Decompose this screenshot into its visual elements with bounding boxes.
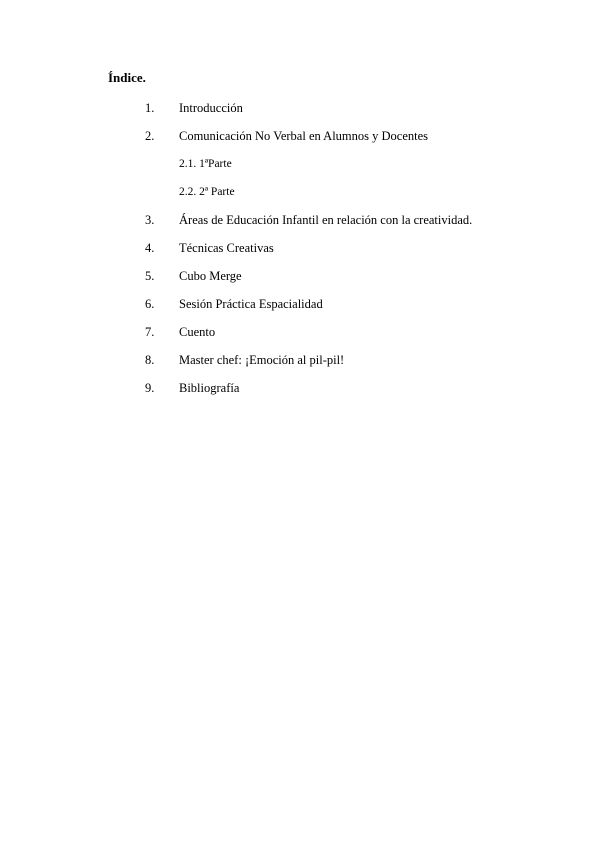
toc-entry-number: 1. <box>145 101 155 115</box>
toc-subentry-title: 2ª Parte <box>199 186 235 198</box>
index-heading: Índice. <box>108 70 146 85</box>
toc-entry-title: Cubo Merge <box>179 269 242 283</box>
toc-entry-number: 2. <box>145 129 155 143</box>
toc-entry-title: Bibliografía <box>179 381 240 395</box>
toc-subentry-2-parte <box>179 184 235 200</box>
toc-entry-title: Sesión Práctica Espacialidad <box>179 297 323 311</box>
toc-entry-title: Introducción <box>179 101 243 115</box>
toc-entry-number: 5. <box>145 269 155 283</box>
toc-subentry-number: 2.2. <box>179 186 197 198</box>
toc-entry-number: 3. <box>145 213 155 227</box>
toc-entry-title: Cuento <box>179 325 216 339</box>
toc-entry-title: Técnicas Creativas <box>179 241 274 255</box>
toc-entry-number: 6. <box>145 297 155 311</box>
toc-entry-title: Comunicación No Verbal en Alumnos y Docentes <box>179 129 429 143</box>
toc-subentry-title: 1ªParte <box>196 158 232 170</box>
toc-entry-number: 9. <box>145 381 155 395</box>
toc-entry-title: Áreas de Educación Infantil en relación con la creatividad. <box>179 213 473 227</box>
toc-entry-number: 7. <box>145 325 155 339</box>
toc-entry-title: Master chef: ¡Emoción al pil-pil! <box>179 353 345 367</box>
toc-subentry-1-parte <box>179 156 232 172</box>
toc-entry-number: 8. <box>145 353 155 367</box>
toc-subentry-number: 2.1. <box>179 158 197 170</box>
toc-entry-number: 4. <box>145 241 155 255</box>
